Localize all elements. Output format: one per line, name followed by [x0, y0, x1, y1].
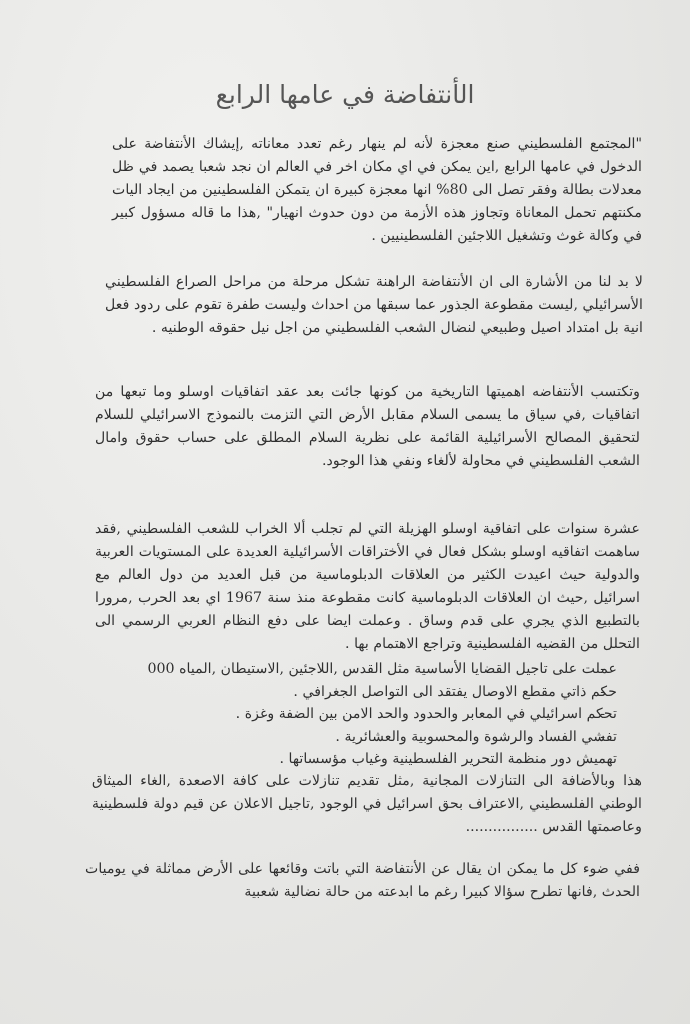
paragraph-5: هذا وبالأضافة الى التنازلات المجانية ,مثل تقديم تنازلات على كافة الاصعدة ,الغاء الميثاق الوطني الفلسطيني ,الاعتراف بحق اسرائيل في الوجود ,تاجيل الاعلان عن قيم دولة فلسطينية وعاصمتها القدس ................	[92, 773, 642, 835]
list-item: - عملت على تاجيل القضايا الأساسية مثل القدس ,اللاجئين ,الاستيطان ,المياه 000	[100, 658, 655, 681]
list-item: - تهميش دور منظمة التحرير الفلسطينية وغياب مؤسساتها .	[100, 748, 655, 771]
bullet-list	[100, 658, 655, 771]
paragraph-6: ففي ضوء كل ما يمكن ان يقال عن الأنتفاضة التي باتت وقائعها على الأرض مماثلة في يوميات الحدث ,فانها تطرح سؤالا كبيرا رغم ما ابدعته من حالة نضالية شعبية	[85, 861, 640, 900]
page-title: الأنتفاضة في عامها الرابع	[215, 80, 475, 109]
paragraph-4: عشرة سنوات على اتفاقية اوسلو الهزيلة التي لم تجلب ألا الخراب للشعب الفلسطيني ,فقد ساهمت اتفاقيه اوسلو بشكل فعال في الأختراقات الأسرائيلية العديدة على المستويات العربية والدولية حيث اعيدت الكثير من العلاقات الدبلوماسية من قبل العديد من دول العالم مع اسرائيل ,حيث ان العلاقات الدبلوماسية كانت مقطوعة منذ سنة 1967 اي بعد الحرب ,مرورا بالتطبيع الذي يجري على قدم وساق . وعملت ايضا على دفع النظام العربي الرسمي الى التحلل من القضيه الفلسطينية وتراجع الاهتمام بها .	[95, 521, 640, 652]
paragraph-2: لا بد لنا من الأشارة الى ان الأنتفاضة الراهنة تشكل مرحلة من مراحل الصراع الفلسطيني الأسرائيلي ,ليست مقطوعة الجذور عما سبقها من احداث وليست طفرة تقوم على ردود فعل انية بل امتداد اصيل وطبيعي لنضال الشعب الفلسطيني من اجل نيل حقوقه الوطنيه .	[105, 274, 643, 336]
list-item: - حكم ذاتي مقطع الاوصال يفتقد الى التواصل الجغرافي .	[100, 681, 655, 704]
list-item: - تفشي الفساد والرشوة والمحسوبية والعشائرية .	[100, 726, 655, 749]
paragraph-1: "المجتمع الفلسطيني صنع معجزة لأنه لم ينهار رغم تعدد معاناته ,إيشاك الأنتفاضة على الدخول في عامها الرابع ,اين يمكن في اي مكان اخر في العالم ان نجد شعبا يصمد في ظل معدلات بطالة وفقر تصل الى 80% انها معجزة كبيرة ان يتمكن الفلسطينين من ايجاد اليات مكنتهم تحمل المعاناة وتجاوز هذه الأزمة من دون حدوث انهيار" ,هذا ما قاله مسؤول كبير في وكالة غوث وتشغيل اللاجئين الفلسطينيين .	[112, 136, 642, 244]
paragraph-3: وتكتسب الأنتفاضه اهميتها التاريخية من كونها جائت بعد عقد اتفاقيات اوسلو وما تبعها من اتفاقيات ,في سياق ما يسمى السلام مقابل الأرض التي التزمت بالنموذج الاسرائيلي للسلام لتحقيق المصالح الأسرائيلية القائمة على نظرية السلام المطلق على حساب حقوق وامال الشعب الفلسطيني في محاولة لألغاء ونفي هذا الوجود.	[95, 384, 640, 469]
list-item: - تحكم اسرائيلي في المعابر والحدود والحد الامن بين الضفة وغزة .	[100, 703, 655, 726]
